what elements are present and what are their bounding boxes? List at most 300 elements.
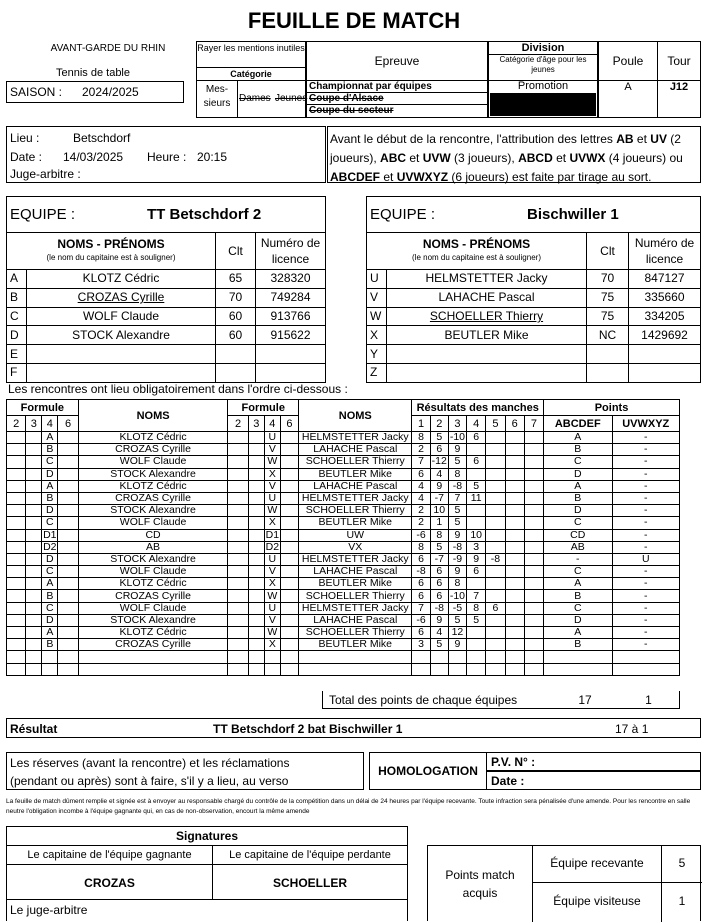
set-score-3: 5 [448, 614, 466, 626]
fine-print: La feuille de match dûment remplie et signée est à envoyer au responsable chargé du contrôle de la compétition dans un délai de 24 heures par l'équipe recevante. Toute infraction sera pénalisée d'une amende. Pour les rencontre en salle neutre l'obligation incombe à l'équipe gagnante qui, en cas de non-observation, encourt la même amende [6, 798, 691, 815]
formule-a-3 [26, 566, 42, 578]
player-name: LAHACHE Pascal [387, 288, 587, 307]
formule-b-3 [248, 553, 264, 565]
note-et-1: et [633, 132, 651, 146]
match-name-a: WOLF Claude [78, 566, 228, 578]
formule-b-2 [228, 566, 248, 578]
points-b [612, 663, 680, 675]
team-a-label: EQUIPE : [10, 206, 76, 223]
sig-winner-box [6, 864, 213, 900]
set-score-1: 8 [412, 432, 430, 444]
set-score-7 [524, 492, 543, 504]
points-a: A [544, 627, 612, 639]
formule-b-2 [228, 541, 248, 553]
player-row [7, 307, 326, 326]
points-a: C [544, 602, 612, 614]
match-name-b: HELMSTETTER Jacky [299, 602, 412, 614]
result-score: 17 à 1 [615, 722, 649, 736]
player-clt [216, 363, 256, 382]
attribution-note [327, 126, 701, 183]
formule-b-2 [228, 651, 248, 663]
match-name-b: VX [299, 541, 412, 553]
formule-b-6 [280, 663, 298, 675]
formule-a-3 [26, 432, 42, 444]
set-score-3: 5 [448, 456, 466, 468]
set-score-2: 5 [430, 639, 448, 651]
formule-a-6 [58, 444, 78, 456]
player-letter: F [7, 363, 27, 382]
match-letter-a: D [42, 505, 58, 517]
match-name-a: STOCK Alexandre [78, 614, 228, 626]
match-row [7, 492, 680, 504]
totals-a: 17 [578, 693, 592, 707]
match-letter-a: D [42, 468, 58, 480]
note-et-4: et [380, 170, 397, 184]
formule-a-6 [58, 480, 78, 492]
team-b-col-sub: (le nom du capitaine est à souligner) [412, 253, 541, 262]
match-name-a: CROZAS Cyrille [78, 590, 228, 602]
team-b-col-noms-label: NOMS - PRÉNOMS [422, 237, 531, 251]
set-score-3: 9 [448, 444, 466, 456]
set-score-2: -12 [431, 455, 447, 468]
categorie-header [196, 41, 306, 81]
mh-s7: 7 [524, 416, 543, 432]
formule-b-3 [248, 432, 264, 444]
player-row [367, 307, 701, 326]
player-licence: 847127 [629, 270, 701, 289]
formule-a-2 [7, 541, 26, 553]
formule-b-2 [228, 492, 248, 504]
player-clt: 60 [216, 307, 256, 326]
points-b: U [612, 553, 680, 565]
player-row [7, 326, 326, 345]
points-b: - [612, 444, 680, 456]
formule-a-3 [26, 627, 42, 639]
set-score-3: 9 [448, 529, 466, 541]
sport-name: Tennis de table [56, 67, 130, 79]
set-score-5 [486, 578, 505, 590]
formule-a-2 [7, 480, 26, 492]
set-score-1: 4 [412, 480, 430, 492]
set-score-5 [486, 456, 505, 468]
set-score-1: 6 [412, 590, 430, 602]
match-name-b: BEUTLER Mike [299, 517, 412, 529]
set-score-1: -6 [412, 614, 430, 626]
division-header [488, 41, 598, 81]
formule-a-2 [7, 602, 26, 614]
formule-a-6 [58, 492, 78, 504]
set-score-7 [524, 468, 543, 480]
mh-resultats: Résultats des manches [412, 400, 544, 416]
saison-value: 2024/2025 [82, 85, 139, 99]
set-score-2: 1 [430, 517, 448, 529]
formule-b-2 [228, 590, 248, 602]
epreuve-header [306, 41, 488, 81]
match-row [7, 602, 680, 614]
sig-juge-label: Le juge-arbitre [10, 903, 88, 917]
player-licence [629, 363, 701, 382]
formule-a-6 [58, 639, 78, 651]
match-name-a [78, 651, 228, 663]
set-score-4 [467, 468, 486, 480]
set-score-4: 3 [467, 541, 486, 553]
set-score-7 [524, 529, 543, 541]
points-b: - [612, 505, 680, 517]
formule-b-6 [280, 505, 298, 517]
set-score-1: 6 [412, 468, 430, 480]
epreuve-label: Epreuve [374, 54, 420, 68]
set-score-2: 10 [430, 505, 448, 517]
player-licence: 334205 [629, 307, 701, 326]
mh-f6: 6 [58, 416, 78, 432]
match-letter-b: V [264, 480, 280, 492]
set-score-7 [524, 590, 543, 602]
set-score-1: 7 [412, 602, 430, 614]
formule-b-3 [248, 663, 264, 675]
match-name-b: SCHOELLER Thierry [299, 505, 412, 517]
set-score-5 [486, 639, 505, 651]
formule-b-2 [228, 480, 248, 492]
player-clt [216, 345, 256, 364]
match-name-b: HELMSTETTER Jacky [299, 432, 412, 444]
match-letter-b: W [264, 505, 280, 517]
set-score-6 [505, 444, 524, 456]
lieu-label: Lieu : [10, 131, 40, 145]
reserves-line-2: (pendant ou après) sont à faire, s'il y a lieu, au verso [10, 774, 289, 788]
player-clt: 70 [216, 288, 256, 307]
info-box [6, 126, 326, 183]
totals-row [322, 691, 680, 709]
set-score-4 [467, 639, 486, 651]
match-name-a: KLOTZ Cédric [78, 578, 228, 590]
set-score-2: 9 [430, 480, 448, 492]
mh-noms-b: NOMS [299, 400, 412, 432]
set-score-7 [524, 517, 543, 529]
match-letter-b: V [264, 566, 280, 578]
player-letter: U [367, 270, 387, 289]
formule-a-2 [7, 566, 26, 578]
points-a: D [544, 505, 612, 517]
match-row [7, 639, 680, 651]
formule-b-3 [248, 468, 264, 480]
formule-b-3 [248, 614, 264, 626]
formule-a-3 [26, 553, 42, 565]
match-row [7, 456, 680, 468]
set-score-3: -10 [449, 431, 466, 444]
formule-b-3 [248, 456, 264, 468]
division-redacted [490, 93, 596, 105]
player-row [367, 345, 701, 364]
player-row [367, 363, 701, 382]
formule-a-6 [58, 553, 78, 565]
lieu-value: Betschdorf [73, 131, 131, 145]
formule-a-3 [26, 480, 42, 492]
note-uvwxyz: UVWXYZ [396, 170, 449, 184]
player-letter: Z [367, 363, 387, 382]
formule-b-6 [280, 517, 298, 529]
set-score-2: 8 [430, 529, 448, 541]
note-ab: AB [616, 132, 634, 146]
player-row [7, 288, 326, 307]
set-score-4: 6 [467, 432, 486, 444]
set-score-7 [524, 456, 543, 468]
formule-a-2 [7, 517, 26, 529]
points-b: - [612, 541, 680, 553]
match-letter-b: V [264, 444, 280, 456]
points-a: C [544, 517, 612, 529]
player-row [367, 270, 701, 289]
date-label: Date : [10, 150, 43, 164]
points-b: - [612, 432, 680, 444]
match-letter-b: X [264, 578, 280, 590]
mh-noms-a: NOMS [78, 400, 228, 432]
set-score-3: -5 [448, 602, 466, 614]
match-row [7, 505, 680, 517]
match-name-b: SCHOELLER Thierry [299, 456, 412, 468]
formule-b-6 [280, 639, 298, 651]
team-a-header [6, 196, 326, 233]
formule-a-6 [58, 590, 78, 602]
match-letter-b: U [264, 553, 280, 565]
player-name: CROZAS Cyrille [27, 288, 216, 307]
player-clt: 60 [216, 326, 256, 345]
match-letter-b: W [264, 627, 280, 639]
points-a: C [544, 456, 612, 468]
formule-b-2 [228, 578, 248, 590]
points-a: B [544, 444, 612, 456]
player-name [387, 363, 587, 382]
points-b: - [612, 602, 680, 614]
match-letter-a: A [42, 432, 58, 444]
match-letter-b: W [264, 590, 280, 602]
match-name-b: BEUTLER Mike [299, 578, 412, 590]
cat-messieurs: Mes-sieurs [203, 84, 231, 109]
formule-b-6 [280, 590, 298, 602]
set-score-3: 8 [448, 468, 466, 480]
formule-a-2 [7, 553, 26, 565]
points-b: - [612, 480, 680, 492]
team-b-col-clt: Clt [587, 233, 629, 270]
sig-winner: CROZAS [84, 876, 135, 890]
formule-a-2 [7, 444, 26, 456]
formule-a-3 [26, 541, 42, 553]
player-name: WOLF Claude [27, 307, 216, 326]
set-score-3: -10 [449, 589, 466, 602]
formule-b-3 [248, 517, 264, 529]
points-a: A [544, 432, 612, 444]
match-name-b [299, 663, 412, 675]
player-licence: 915622 [256, 326, 326, 345]
division-value: Promotion [517, 80, 569, 92]
points-b: - [612, 566, 680, 578]
set-score-4 [467, 627, 486, 639]
set-score-6 [505, 468, 524, 480]
mh-f2: 2 [7, 416, 26, 432]
homologation-box [369, 752, 487, 790]
set-score-3: 8 [448, 578, 466, 590]
note-uv: UV [650, 132, 667, 146]
match-row [7, 553, 680, 565]
set-score-3: 7 [448, 492, 466, 504]
mh-f2b: 2 [228, 416, 248, 432]
set-score-6 [505, 590, 524, 602]
reserves-box [6, 752, 364, 790]
points-b: - [612, 578, 680, 590]
set-score-2 [430, 663, 448, 675]
player-letter: B [7, 288, 27, 307]
formule-b-3 [248, 639, 264, 651]
mh-f4b: 4 [264, 416, 280, 432]
heure-value: 20:15 [197, 150, 228, 164]
tour-header [657, 41, 701, 81]
pv-label: P.V. N° : [491, 755, 536, 769]
matches-table [6, 399, 680, 676]
formule-b-2 [228, 456, 248, 468]
formule-a-3 [26, 614, 42, 626]
set-score-7 [524, 663, 543, 675]
team-b-col-lic: Numéro de licence [629, 233, 701, 270]
formule-a-3 [26, 590, 42, 602]
team-a-name: TT Betschdorf 2 [147, 206, 262, 223]
formule-b-3 [248, 492, 264, 504]
points-b: - [612, 456, 680, 468]
formule-a-2 [7, 639, 26, 651]
set-score-5 [486, 627, 505, 639]
match-name-a: WOLF Claude [78, 456, 228, 468]
set-score-5 [486, 492, 505, 504]
categorie-label: Catégorie [197, 67, 305, 80]
player-letter: X [367, 326, 387, 345]
points-a: - [544, 553, 612, 565]
set-score-4: 5 [467, 480, 486, 492]
match-letter-a: C [42, 456, 58, 468]
match-name-a: WOLF Claude [78, 517, 228, 529]
sig-winner-label-box [6, 845, 213, 865]
match-name-a: CROZAS Cyrille [78, 444, 228, 456]
set-score-6 [505, 602, 524, 614]
team-a-col-noms [7, 233, 216, 270]
points-a: B [544, 639, 612, 651]
player-row [7, 270, 326, 289]
match-letter-b [264, 663, 280, 675]
mh-f6b: 6 [280, 416, 298, 432]
formule-b-2 [228, 529, 248, 541]
poule-value: A [624, 81, 632, 93]
mh-pa: ABCDEF [544, 416, 612, 432]
formule-a-6 [58, 432, 78, 444]
mh-s6: 6 [505, 416, 524, 432]
set-score-6 [505, 456, 524, 468]
set-score-5 [486, 541, 505, 553]
formule-a-2 [7, 492, 26, 504]
match-row [7, 517, 680, 529]
note-abcd: ABCD [518, 151, 553, 165]
formule-b-6 [280, 480, 298, 492]
match-letter-a [42, 651, 58, 663]
totals-label: Total des points de chaque équipes [329, 693, 518, 707]
team-b-table [366, 232, 701, 383]
team-b-label: EQUIPE : [370, 206, 436, 223]
set-score-4: 8 [467, 602, 486, 614]
player-row [7, 345, 326, 364]
poule-values [598, 80, 658, 118]
player-row [367, 326, 701, 345]
match-letter-b: U [264, 602, 280, 614]
match-row [7, 529, 680, 541]
points-match-label: Points match acquis [445, 868, 515, 900]
set-score-4 [467, 444, 486, 456]
vis-label: Équipe visiteuse [553, 894, 641, 908]
formule-a-3 [26, 505, 42, 517]
match-name-b: LAHACHE Pascal [299, 444, 412, 456]
formule-b-2 [228, 639, 248, 651]
set-score-7 [524, 627, 543, 639]
formule-a-6 [58, 468, 78, 480]
set-score-6 [505, 529, 524, 541]
mh-f3: 3 [26, 416, 42, 432]
player-licence [256, 363, 326, 382]
formule-b-3 [248, 541, 264, 553]
formule-a-6 [58, 663, 78, 675]
formule-b-3 [248, 602, 264, 614]
note-abcdef: ABCDEF [330, 170, 380, 184]
homologation-label: HOMOLOGATION [378, 764, 478, 778]
points-a: CD [544, 529, 612, 541]
match-name-b: BEUTLER Mike [299, 639, 412, 651]
set-score-7 [524, 432, 543, 444]
set-score-6 [505, 614, 524, 626]
match-letter-b: X [264, 468, 280, 480]
set-score-1 [412, 651, 430, 663]
player-letter: V [367, 288, 387, 307]
match-name-a: AB [78, 541, 228, 553]
formule-b-2 [228, 432, 248, 444]
player-clt: NC [587, 326, 629, 345]
team-b-name: Bischwiller 1 [527, 206, 619, 223]
page-title: FEUILLE DE MATCH [247, 8, 461, 33]
formule-a-3 [26, 663, 42, 675]
club-name: AVANT-GARDE DU RHIN [50, 43, 166, 54]
division-values [488, 80, 598, 118]
team-a-col-clt: Clt [216, 233, 256, 270]
set-score-3: 5 [448, 517, 466, 529]
homologation-date-box [486, 771, 701, 790]
formule-b-3 [248, 590, 264, 602]
formule-a-6 [58, 541, 78, 553]
homologation-date-label: Date : [491, 774, 525, 788]
formule-b-2 [228, 517, 248, 529]
signatures-title: Signatures [175, 829, 238, 843]
set-score-4 [467, 663, 486, 675]
set-score-1: -8 [412, 566, 430, 578]
match-letter-a: B [42, 639, 58, 651]
set-score-3: -9 [448, 553, 466, 565]
set-score-5 [486, 566, 505, 578]
mh-s1: 1 [412, 416, 430, 432]
matches-intro: Les rencontres ont lieu obligatoirement dans l'ordre ci-dessous : [8, 382, 348, 396]
recv-value: 5 [678, 856, 686, 870]
match-letter-a: D [42, 553, 58, 565]
formule-b-2 [228, 663, 248, 675]
result-label: Résultat [10, 722, 58, 736]
set-score-6 [505, 505, 524, 517]
set-score-5 [486, 663, 505, 675]
formule-b-6 [280, 614, 298, 626]
set-score-1: 6 [412, 627, 430, 639]
formule-a-2 [7, 590, 26, 602]
set-score-3: 5 [448, 505, 466, 517]
match-name-a: CD [78, 529, 228, 541]
